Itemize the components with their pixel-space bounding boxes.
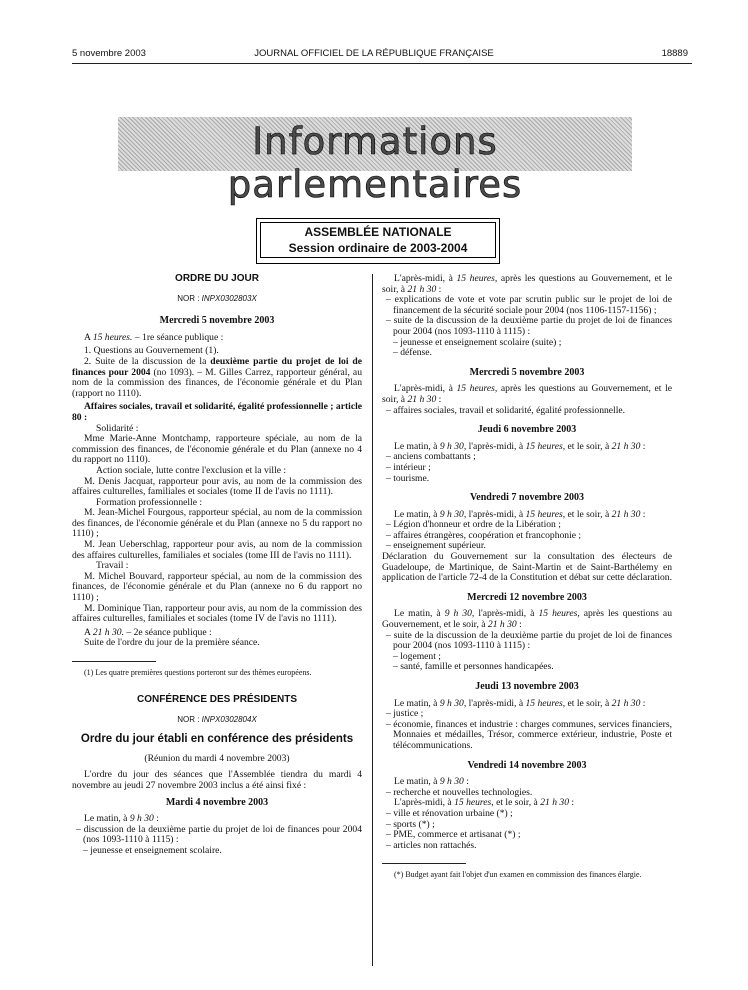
session-line: A 15 heures. – 1re séance publique :	[84, 331, 224, 343]
conference-heading: CONFÉRENCE DES PRÉSIDENTS	[136, 694, 298, 705]
session-line: A 21 h 30. – 2e séance publique :	[84, 626, 212, 638]
assembly-box	[256, 218, 500, 264]
day-heading: Mardi 4 novembre 2003	[165, 796, 269, 808]
session-line: Le matin, à 9 h 30, l'après-midi, à 15 heures, et le soir, à 21 h 30 :	[394, 440, 646, 452]
list-item: – anciens combattants ;	[386, 451, 476, 463]
list-item: – Légion d'honneur et ordre de la Libération ;	[386, 519, 561, 531]
list-item: – sports (*) ;	[386, 818, 435, 830]
session-line: L'après-midi, à 15 heures, après les questions au Gouvernement, et le soir, à 21 h 30 :	[382, 383, 672, 405]
list-item: – recherche et nouvelles technologies.	[386, 786, 533, 798]
list-item: – suite de la discussion de la deuxième partie du projet de loi de finances pour 2004 (nos 1093-1110 à 1115) :	[386, 315, 672, 337]
right-column	[382, 274, 672, 879]
ordre-du-jour-heading: ORDRE DU JOUR	[175, 273, 259, 284]
list-item: – logement ;	[393, 650, 441, 662]
list-item: – discussion de la deuxième partie du projet de loi de finances pour 2004 (nos 1093-1110 à 1115) :	[76, 823, 362, 846]
rapporteur-text: Mme Marie-Anne Montchamp, rapporteure spéciale, au nom de la commission des finances, de l'économie générale et du Plan (annexe no 4 du rapport no 1110).	[72, 433, 362, 466]
agenda-item-1: 1. Questions au Gouvernement (1).	[84, 345, 219, 357]
day-heading: Vendredi 14 novembre 2003	[467, 759, 587, 771]
list-item: – défense.	[393, 347, 432, 359]
subsection-label: Travail :	[96, 560, 129, 572]
ordre-intro: L'ordre du jour des séances que l'Assemblée tiendra du mardi 4 novembre au jeudi 27 novembre 2003 inclus a été ainsi fixé :	[72, 769, 362, 791]
day-heading: Mercredi 5 novembre 2003	[469, 366, 585, 378]
session-line: Le matin, à 9 h 30 :	[394, 776, 469, 788]
list-item: – jeunesse et enseignement scolaire (suite) ;	[393, 336, 562, 348]
rapporteur-text: M. Dominique Tian, rapporteur pour avis, au nom de la commission des affaires culturelles, familiales et sociales (tome IV de l'avis no 1111).	[72, 602, 362, 625]
list-item: – jeunesse et enseignement scolaire.	[83, 844, 222, 856]
subsection-label: Solidarité :	[96, 422, 139, 434]
rapporteur-text: M. Denis Jacquat, rapporteur pour avis, au nom de la commission des affaires culturelles, familiales et sociales (tome II de l'avis no 1111).	[72, 475, 362, 498]
ordre-conference-heading: Ordre du jour établi en conférence des présidents	[80, 733, 354, 746]
list-item: – santé, famille et personnes handicapées.	[393, 661, 554, 673]
subsection-label: Formation professionnelle :	[96, 496, 203, 508]
list-item: – ville et rénovation urbaine (*) ;	[386, 807, 513, 819]
banner-title: Informations parlementaires	[227, 120, 523, 206]
session-line: Le matin, à 9 h 30, l'après-midi, à 15 heures, et le soir, à 21 h 30 :	[394, 697, 646, 709]
day-heading: Jeudi 6 novembre 2003	[477, 424, 577, 436]
session-line: L'après-midi, à 15 heures, et le soir, à 21 h 30 :	[394, 797, 575, 809]
rapporteur-text: M. Jean-Michel Fourgous, rapporteur spécial, au nom de la commission des finances, de l'économie générale et du Plan (annexe no 5 du rapport no 1110) ;	[72, 507, 362, 540]
day-heading: Jeudi 13 novembre 2003	[475, 681, 579, 692]
suite-text: Suite de l'ordre du jour de la première séance.	[84, 637, 260, 649]
list-item: – économie, finances et industrie : charges communes, services financiers, Monnaies et médailles, Trésor, commerce extérieur, industrie, Poste et télécommunications.	[386, 718, 672, 751]
section-banner	[118, 117, 632, 206]
list-item: – enseignement supérieur.	[386, 540, 486, 552]
session-title: Session ordinaire de 2003-2004	[288, 241, 468, 255]
header-page-number: 18889	[661, 48, 688, 59]
list-item: – suite de la discussion de la deuxième partie du projet de loi de finances pour 2004 (nos 1093-1110 à 1115) :	[386, 629, 672, 652]
list-item: – intérieur ;	[386, 461, 431, 473]
column-divider	[372, 274, 373, 966]
list-item: – affaires étrangères, coopération et francophonie ;	[386, 529, 582, 541]
declaration-text: Déclaration du Gouvernement sur la consultation des électeurs de Guadeloupe, de Martinique, de Saint-Martin et de Saint-Barthélemy en application de l'article 72-4 de la Constitution et débat sur cette déclaration.	[382, 551, 672, 584]
agenda-item-2: 2. Suite de la discussion de la deuxième partie du projet de loi de finances pour 2004 (no 1093). – M. Gilles Carrez, rapporteur général, au nom de la commission des finances, de l'économie générale et du Plan (rapport no 1110).	[72, 355, 362, 399]
footnote: (*) Budget ayant fait l'objet d'un examen en commission des finances élargie.	[394, 870, 642, 880]
session-line: Le matin, à 9 h 30, l'après-midi, à 15 heures, et le soir, à 21 h 30 :	[394, 508, 646, 520]
session-line: Le matin, à 9 h 30, l'après-midi, à 15 heures, après les questions au Gouvernement, et le soir, à 21 h 30 :	[382, 608, 672, 631]
rapporteur-text: M. Jean Ueberschlag, rapporteur pour avis, au nom de la commission des affaires culturelles, familiales et sociales (tome III de l'avis no 1111).	[72, 539, 362, 561]
mission-heading: Affaires sociales, travail et solidarité, égalité professionnelle ; article 80 :	[72, 401, 362, 423]
list-item: – justice ;	[386, 708, 424, 720]
list-item: – PME, commerce et artisanat (*) ;	[386, 829, 521, 841]
left-column	[72, 274, 362, 857]
header-journal-title: JOURNAL OFFICIEL DE LA RÉPUBLIQUE FRANÇAISE	[254, 48, 494, 59]
list-item: – tourisme.	[386, 472, 430, 484]
footnote: (1) Les quatre premières questions porteront sur des thèmes européens.	[84, 668, 312, 677]
day-heading: Mercredi 12 novembre 2003	[467, 591, 587, 603]
session-line: L'après-midi, à 15 heures, après les questions au Gouvernement, et le soir, à 21 h 30 :	[382, 273, 672, 295]
rapporteur-text: M. Michel Bouvard, rapporteur spécial, au nom de la commission des finances, de l'économie générale et du Plan (annexe no 6 du rapport no 1110) ;	[72, 570, 362, 604]
assembly-name: ASSEMBLÉE NATIONALE	[304, 225, 452, 239]
day-heading: Vendredi 7 novembre 2003	[470, 492, 584, 504]
header-date: 5 novembre 2003	[72, 48, 146, 59]
list-item: – affaires sociales, travail et solidarité, égalité professionnelle.	[386, 404, 626, 416]
subsection-label: Action sociale, lutte contre l'exclusion et la ville :	[96, 464, 287, 476]
reunion-date: (Réunion du mardi 4 novembre 2003)	[144, 752, 290, 764]
header-rule	[72, 63, 692, 64]
nor-reference: NOR : INPX0302804X	[177, 714, 257, 724]
list-item: – articles non rattachés.	[386, 839, 477, 851]
day-heading: Mercredi 5 novembre 2003	[159, 315, 275, 327]
nor-reference: NOR : INPX0302803X	[177, 293, 257, 303]
running-header	[0, 48, 748, 62]
session-line: Le matin, à 9 h 30 :	[84, 813, 159, 825]
list-item: – explications de vote et vote par scrutin public sur le projet de loi de financement de la sécurité sociale pour 2004 (nos 1106-1157-1156) ;	[386, 294, 672, 316]
